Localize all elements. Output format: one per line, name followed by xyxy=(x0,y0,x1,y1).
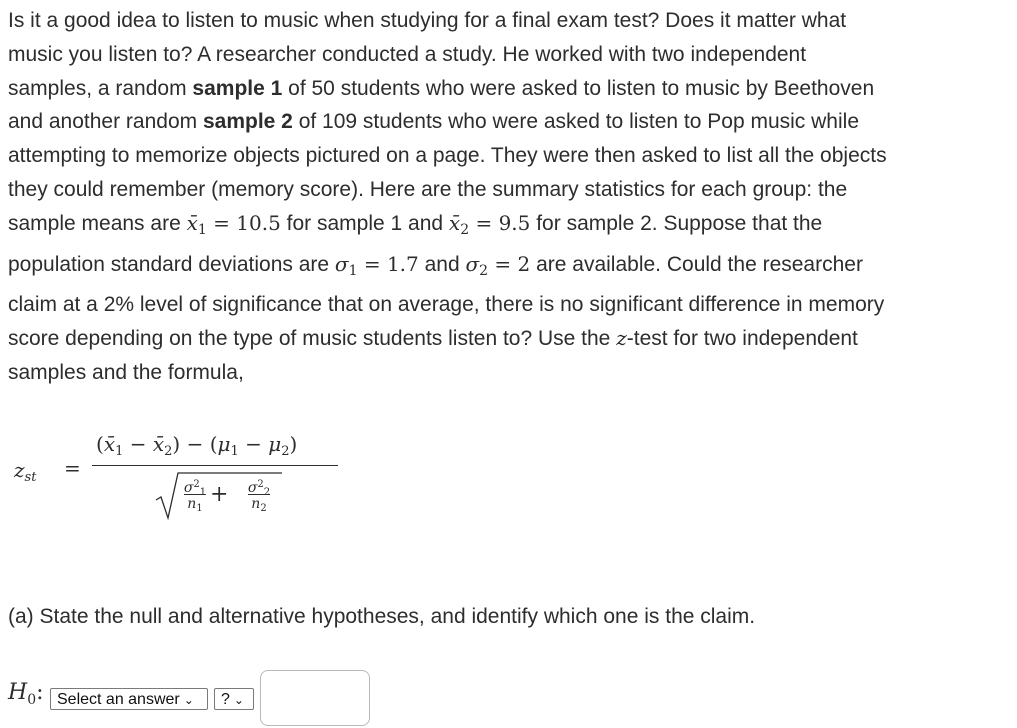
text-segment: Is it a good idea to listen to music when studying for a final exam test? Does it matter what music you listen to? A researcher conducted a study. He worked with two independent samples, a random xyxy=(8,9,847,100)
subscript: 2 xyxy=(263,487,271,498)
problem-paragraph xyxy=(8,4,888,390)
math-value: = 9.5 xyxy=(469,210,531,235)
subscript: 1 xyxy=(230,444,239,459)
h-symbol: H xyxy=(8,680,28,705)
math-value: = 1.7 xyxy=(357,251,419,276)
math-sigma1 xyxy=(334,251,419,279)
math-x2-mean xyxy=(448,210,531,238)
minus: − xyxy=(123,432,153,456)
subscript: 2 xyxy=(260,503,267,514)
colon: : xyxy=(36,680,44,705)
formula-equals: = xyxy=(64,456,81,480)
n-symbol: n xyxy=(251,496,261,512)
math-sigma2 xyxy=(465,251,531,279)
math-value: = 10.5 xyxy=(206,210,281,235)
subscript: 1 xyxy=(196,503,203,514)
answer-select-dropdown[interactable] xyxy=(50,688,208,710)
sample-1-bold: sample 1 xyxy=(192,76,283,100)
math-symbol: x̄ xyxy=(186,210,198,235)
paren-minus-paren: ) − ( xyxy=(172,432,218,456)
sample-2-bold: sample 2 xyxy=(202,110,293,134)
select-value: ? xyxy=(221,691,230,708)
z-symbol: z xyxy=(14,458,25,482)
xbar-symbol: x̄ xyxy=(103,432,116,456)
mu-symbol: μ xyxy=(217,432,231,456)
math-subscript: 1 xyxy=(348,262,358,279)
superscript: 2 xyxy=(257,479,264,490)
n-symbol: n xyxy=(187,496,197,512)
formula-lhs xyxy=(14,458,36,485)
answer-input-box[interactable] xyxy=(260,670,370,726)
math-subscript: 1 xyxy=(197,221,207,238)
minus: − xyxy=(238,432,269,456)
text-segment: for sample 2. Suppose that the population standard deviations are xyxy=(8,211,823,276)
select-value: Select an answer xyxy=(57,691,180,708)
math-value: = 2 xyxy=(488,251,531,276)
math-symbol: σ xyxy=(334,251,349,276)
math-symbol: σ xyxy=(465,251,480,276)
sigma2-over-n2 xyxy=(246,476,272,513)
math-subscript: 2 xyxy=(460,221,470,238)
hypothesis-answer-row xyxy=(8,670,608,726)
chevron-down-icon: ⌄ xyxy=(183,693,194,707)
subscript: 2 xyxy=(164,444,173,459)
h0-label xyxy=(8,680,44,708)
subscript: 1 xyxy=(115,444,124,459)
text-segment: of 109 students who were asked to listen to Pop music while attempting to memorize objects pictured on a page. They were then asked to list all the objects they could remember (memory score). Here are the summary statistics for each group: the sample means are xyxy=(8,110,887,235)
problem-text xyxy=(8,4,888,390)
z-test-formula xyxy=(14,428,334,528)
text-segment: -test for two independent samples and the formula, xyxy=(8,327,858,384)
math-x1-mean xyxy=(186,210,281,238)
fraction-line xyxy=(92,465,338,466)
sigma-symbol: σ xyxy=(247,480,258,496)
chevron-down-icon: ⌄ xyxy=(233,693,244,707)
subscript: 2 xyxy=(281,444,290,459)
question-a: (a) State the null and alternative hypotheses, and identify which one is the claim. xyxy=(8,605,756,628)
paren: ( xyxy=(96,432,104,456)
formula-numerator xyxy=(96,432,297,459)
h-subscript: 0 xyxy=(27,692,37,708)
math-subscript: 2 xyxy=(479,262,489,279)
sigma-symbol: σ xyxy=(183,480,194,496)
superscript: 2 xyxy=(193,479,200,490)
text-segment: and xyxy=(418,252,466,276)
math-z: z xyxy=(616,326,627,351)
plus-sign: + xyxy=(210,482,229,507)
paren: ) xyxy=(289,432,298,456)
xbar-symbol: x̄ xyxy=(152,432,165,456)
text-segment: of 50 students who were asked to listen to music by Beethoven and another random xyxy=(8,76,875,134)
sigma1-over-n1 xyxy=(182,476,208,513)
z-subscript: st xyxy=(24,470,37,485)
math-symbol: x̄ xyxy=(448,210,461,235)
text-segment: are available. Could the researcher claim at a 2% level of significance that on average, there is no significant difference in memory score depending on the type of music students listen to? Use the xyxy=(8,252,885,351)
text-segment: for sample 1 and xyxy=(280,211,449,235)
operator-select-dropdown[interactable] xyxy=(214,688,254,710)
mu-symbol: μ xyxy=(268,432,282,456)
subscript: 1 xyxy=(199,487,207,498)
formula-denominator xyxy=(154,470,284,522)
